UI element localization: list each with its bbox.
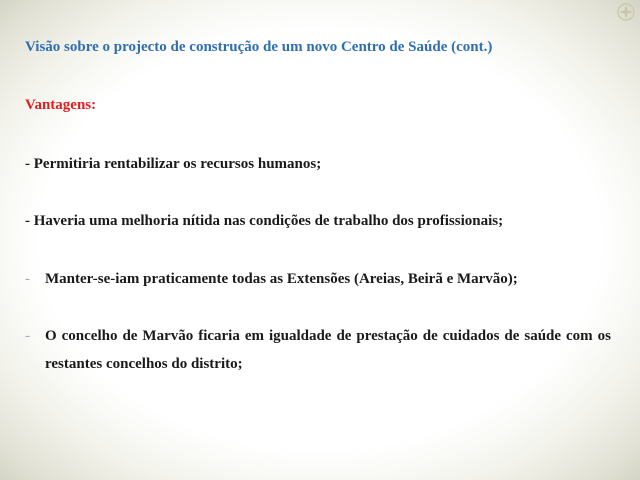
bullet-marker: - — [25, 271, 30, 287]
paragraph-1: - Permitiria rentabilizar os recursos humanos; — [25, 156, 322, 172]
bullet-marker: - — [25, 328, 30, 344]
paragraph-2: - Haveria uma melhoria nítida nas condições de trabalho dos profissionais; — [25, 213, 504, 229]
bullet-text: O concelho de Marvão ficaria em igualdade de prestação de cuidados de saúde com os restantes concelhos do distrito; — [45, 328, 611, 372]
bullet-item-1 — [25, 265, 611, 293]
section-subheading: Vantagens: — [25, 97, 97, 113]
bullet-item-2 — [25, 322, 611, 378]
theme-ornament-icon — [617, 3, 635, 21]
slide-title: Visão sobre o projecto de construção de um novo Centro de Saúde (cont.) — [25, 39, 493, 55]
bullet-text: Manter-se-iam praticamente todas as Extensões (Areias, Beirã e Marvão); — [45, 271, 518, 287]
